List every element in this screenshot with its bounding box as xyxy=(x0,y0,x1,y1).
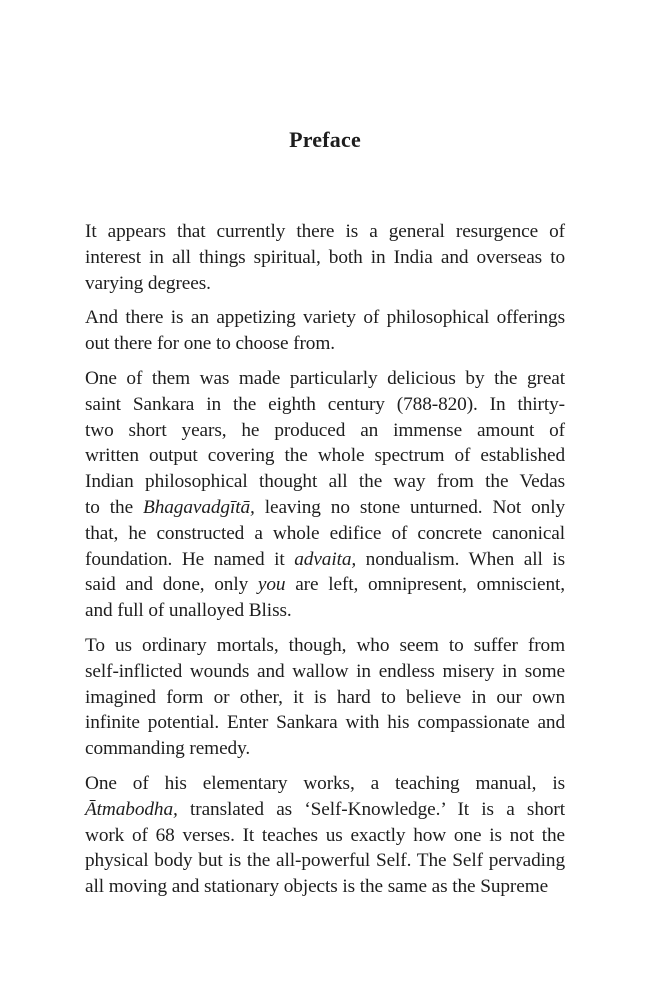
italic-text-run: Ātmabodha, xyxy=(85,798,178,820)
text-line xyxy=(85,710,565,736)
text-line xyxy=(85,736,565,762)
text-line xyxy=(85,245,565,271)
text-run: are left, omnipresent, omniscient, xyxy=(285,574,565,596)
text-line xyxy=(85,848,565,874)
text-line xyxy=(85,685,565,711)
text-run: foundation. He named it xyxy=(85,548,295,570)
text-run: self-inflicted wounds and wallow in endless misery in some xyxy=(85,660,565,682)
paragraph xyxy=(85,366,565,624)
text-run: physical body but is the all-powerful Self. The Self pervading xyxy=(85,850,565,872)
italic-text-run: Bhagavadgītā, xyxy=(143,496,255,518)
text-line xyxy=(85,495,565,521)
text-run: To us ordinary mortals, though, who seem to suffer from xyxy=(85,634,565,656)
text-line xyxy=(85,874,565,900)
text-line xyxy=(85,305,565,331)
text-run: interest in all things spiritual, both in India and overseas to xyxy=(85,246,565,268)
text-run: infinite potential. Enter Sankara with his compassionate and xyxy=(85,712,565,734)
text-line xyxy=(85,797,565,823)
text-line xyxy=(85,331,565,357)
text-line xyxy=(85,443,565,469)
text-run: all moving and stationary objects is the same as the Supreme xyxy=(85,876,549,898)
text-run: Indian philosophical thought all the way from the Vedas xyxy=(85,471,565,493)
text-run: saint Sankara in the eighth century (788-820). In thirty- xyxy=(85,393,565,415)
text-line xyxy=(85,572,565,598)
text-run: translated as ‘Self-Knowledge.’ It is a short xyxy=(177,798,565,820)
text-run: that, he constructed a whole edifice of concrete canonical xyxy=(85,522,565,544)
text-run: nondualism. When all is xyxy=(356,548,565,570)
text-line xyxy=(85,547,565,573)
text-run: One of them was made particularly delicious by the great xyxy=(85,367,565,389)
text-run: said and done, only xyxy=(85,574,258,596)
italic-text-run: you xyxy=(257,574,286,596)
text-run: written output covering the whole spectrum of established xyxy=(85,445,565,467)
text-run: leaving no stone unturned. Not only xyxy=(254,496,565,518)
text-run: varying degrees. xyxy=(85,272,211,294)
italic-text-run: advaita, xyxy=(294,548,357,570)
text-run: and full of unalloyed Bliss. xyxy=(85,600,292,622)
text-line xyxy=(85,521,565,547)
paragraph xyxy=(85,305,565,357)
text-run: commanding remedy. xyxy=(85,738,251,760)
paragraph xyxy=(85,771,565,900)
page-content xyxy=(85,0,565,909)
text-line xyxy=(85,418,565,444)
text-line xyxy=(85,271,565,297)
text-run: imagined form or other, it is hard to believe in our own xyxy=(85,686,565,708)
text-run: to the xyxy=(85,496,144,518)
text-line xyxy=(85,469,565,495)
text-line xyxy=(85,219,565,245)
text-run: work of 68 verses. It teaches us exactly how one is not the xyxy=(85,824,565,846)
paragraph xyxy=(85,633,565,762)
text-run: And there is an appetizing variety of philosophical offerings xyxy=(85,307,565,329)
text-line xyxy=(85,598,565,624)
text-line xyxy=(85,366,565,392)
text-line xyxy=(85,771,565,797)
text-run: out there for one to choose from. xyxy=(85,333,335,355)
text-line xyxy=(85,633,565,659)
text-run: It appears that currently there is a general resurgence of xyxy=(85,221,565,242)
text-line xyxy=(85,659,565,685)
text-run: One of his elementary works, a teaching manual, is xyxy=(85,772,565,794)
text-run: two short years, he produced an immense amount of xyxy=(85,419,565,441)
page-title: Preface xyxy=(289,127,361,152)
preface-body xyxy=(85,219,565,900)
text-line xyxy=(85,392,565,418)
text-line xyxy=(85,823,565,849)
paragraph xyxy=(85,219,565,296)
